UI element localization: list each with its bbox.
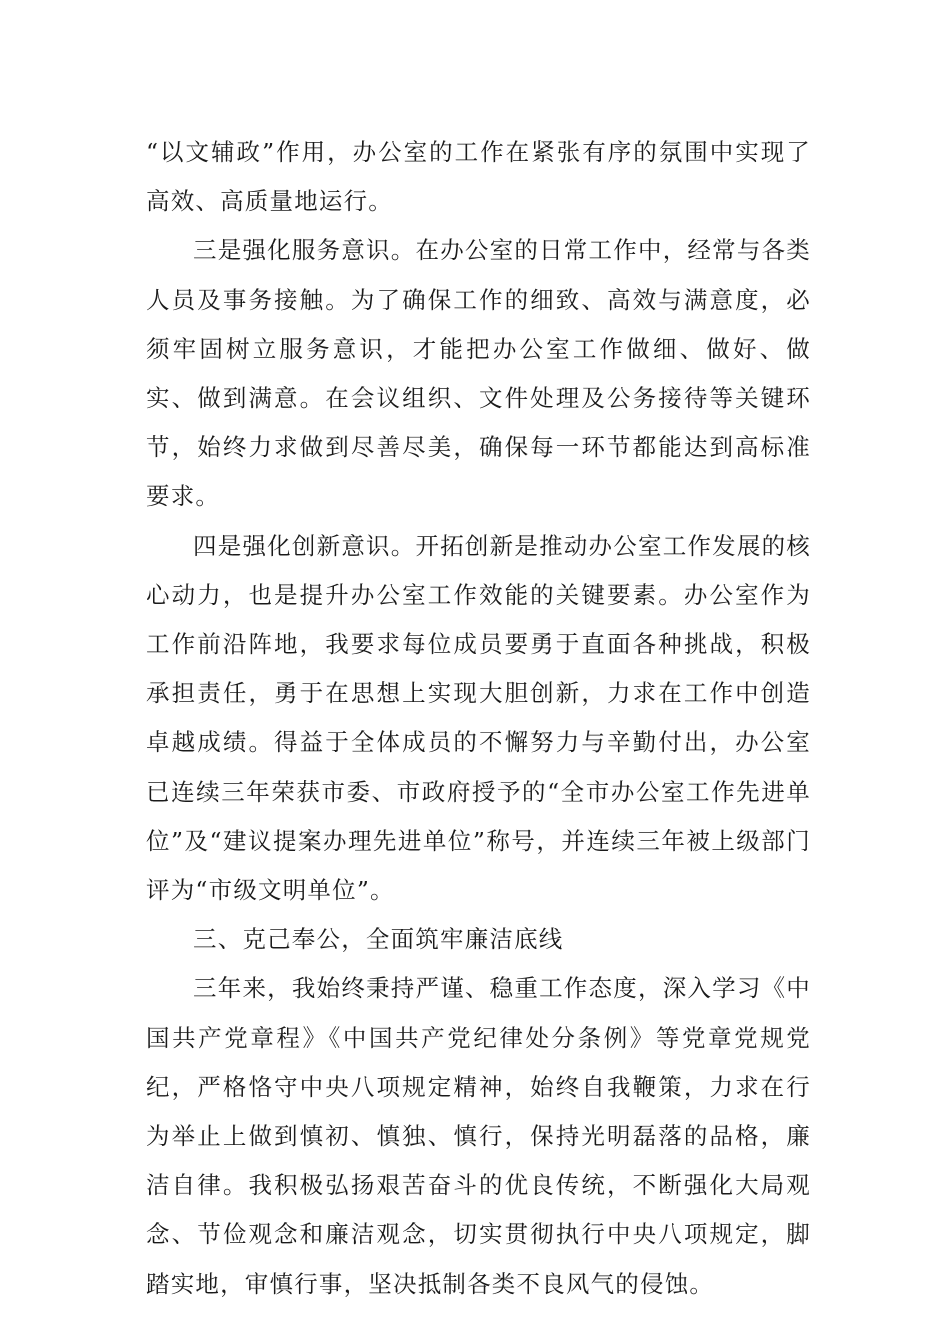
paragraph-intro: “以文辅政”作用，办公室的工作在紧张有序的氛围中实现了高效、高质量地运行。 [146, 138, 811, 216]
paragraph-integrity: 三年来，我始终秉持严谨、稳重工作态度，深入学习《中国共产党章程》《中国共产党纪律处分条例》等党章党规党纪，严格恪守中央八项规定精神，始终自我鞭策，力求在行为举止上做到慎初、慎独、慎行，保持光明磊落的品格，廉洁自律。我积极弘扬艰苦奋斗的优良传统，不断强化大局观念、节俭观念和廉洁观念，切实贯彻执行中央八项规定，脚踏实地，审慎行事，坚决抵制各类不良风气的侵蚀。 [146, 974, 811, 1298]
paragraph-service-awareness: 三是强化服务意识。在办公室的日常工作中，经常与各类人员及事务接触。为了确保工作的细致、高效与满意度，必须牢固树立服务意识，才能把办公室工作做细、做好、做实、做到满意。在会议组织、文件处理及公务接待等关键环节，始终力求做到尽善尽美，确保每一环节都能达到高标准要求。 [146, 236, 811, 511]
paragraph-innovation-awareness: 四是强化创新意识。开拓创新是推动办公室工作发展的核心动力，也是提升办公室工作效能的关键要素。办公室作为工作前沿阵地，我要求每位成员要勇于直面各种挑战，积极承担责任，勇于在思想上实现大胆创新，力求在工作中创造卓越成绩。得益于全体成员的不懈努力与辛勤付出，办公室已连续三年荣获市委、市政府授予的“全市办公室工作先进单位”及“建议提案办理先进单位”称号，并连续三年被上级部门评为“市级文明单位”。 [146, 531, 811, 905]
section-heading-integrity: 三、克己奉公，全面筑牢廉洁底线 [193, 925, 564, 954]
document-body [146, 128, 811, 1309]
